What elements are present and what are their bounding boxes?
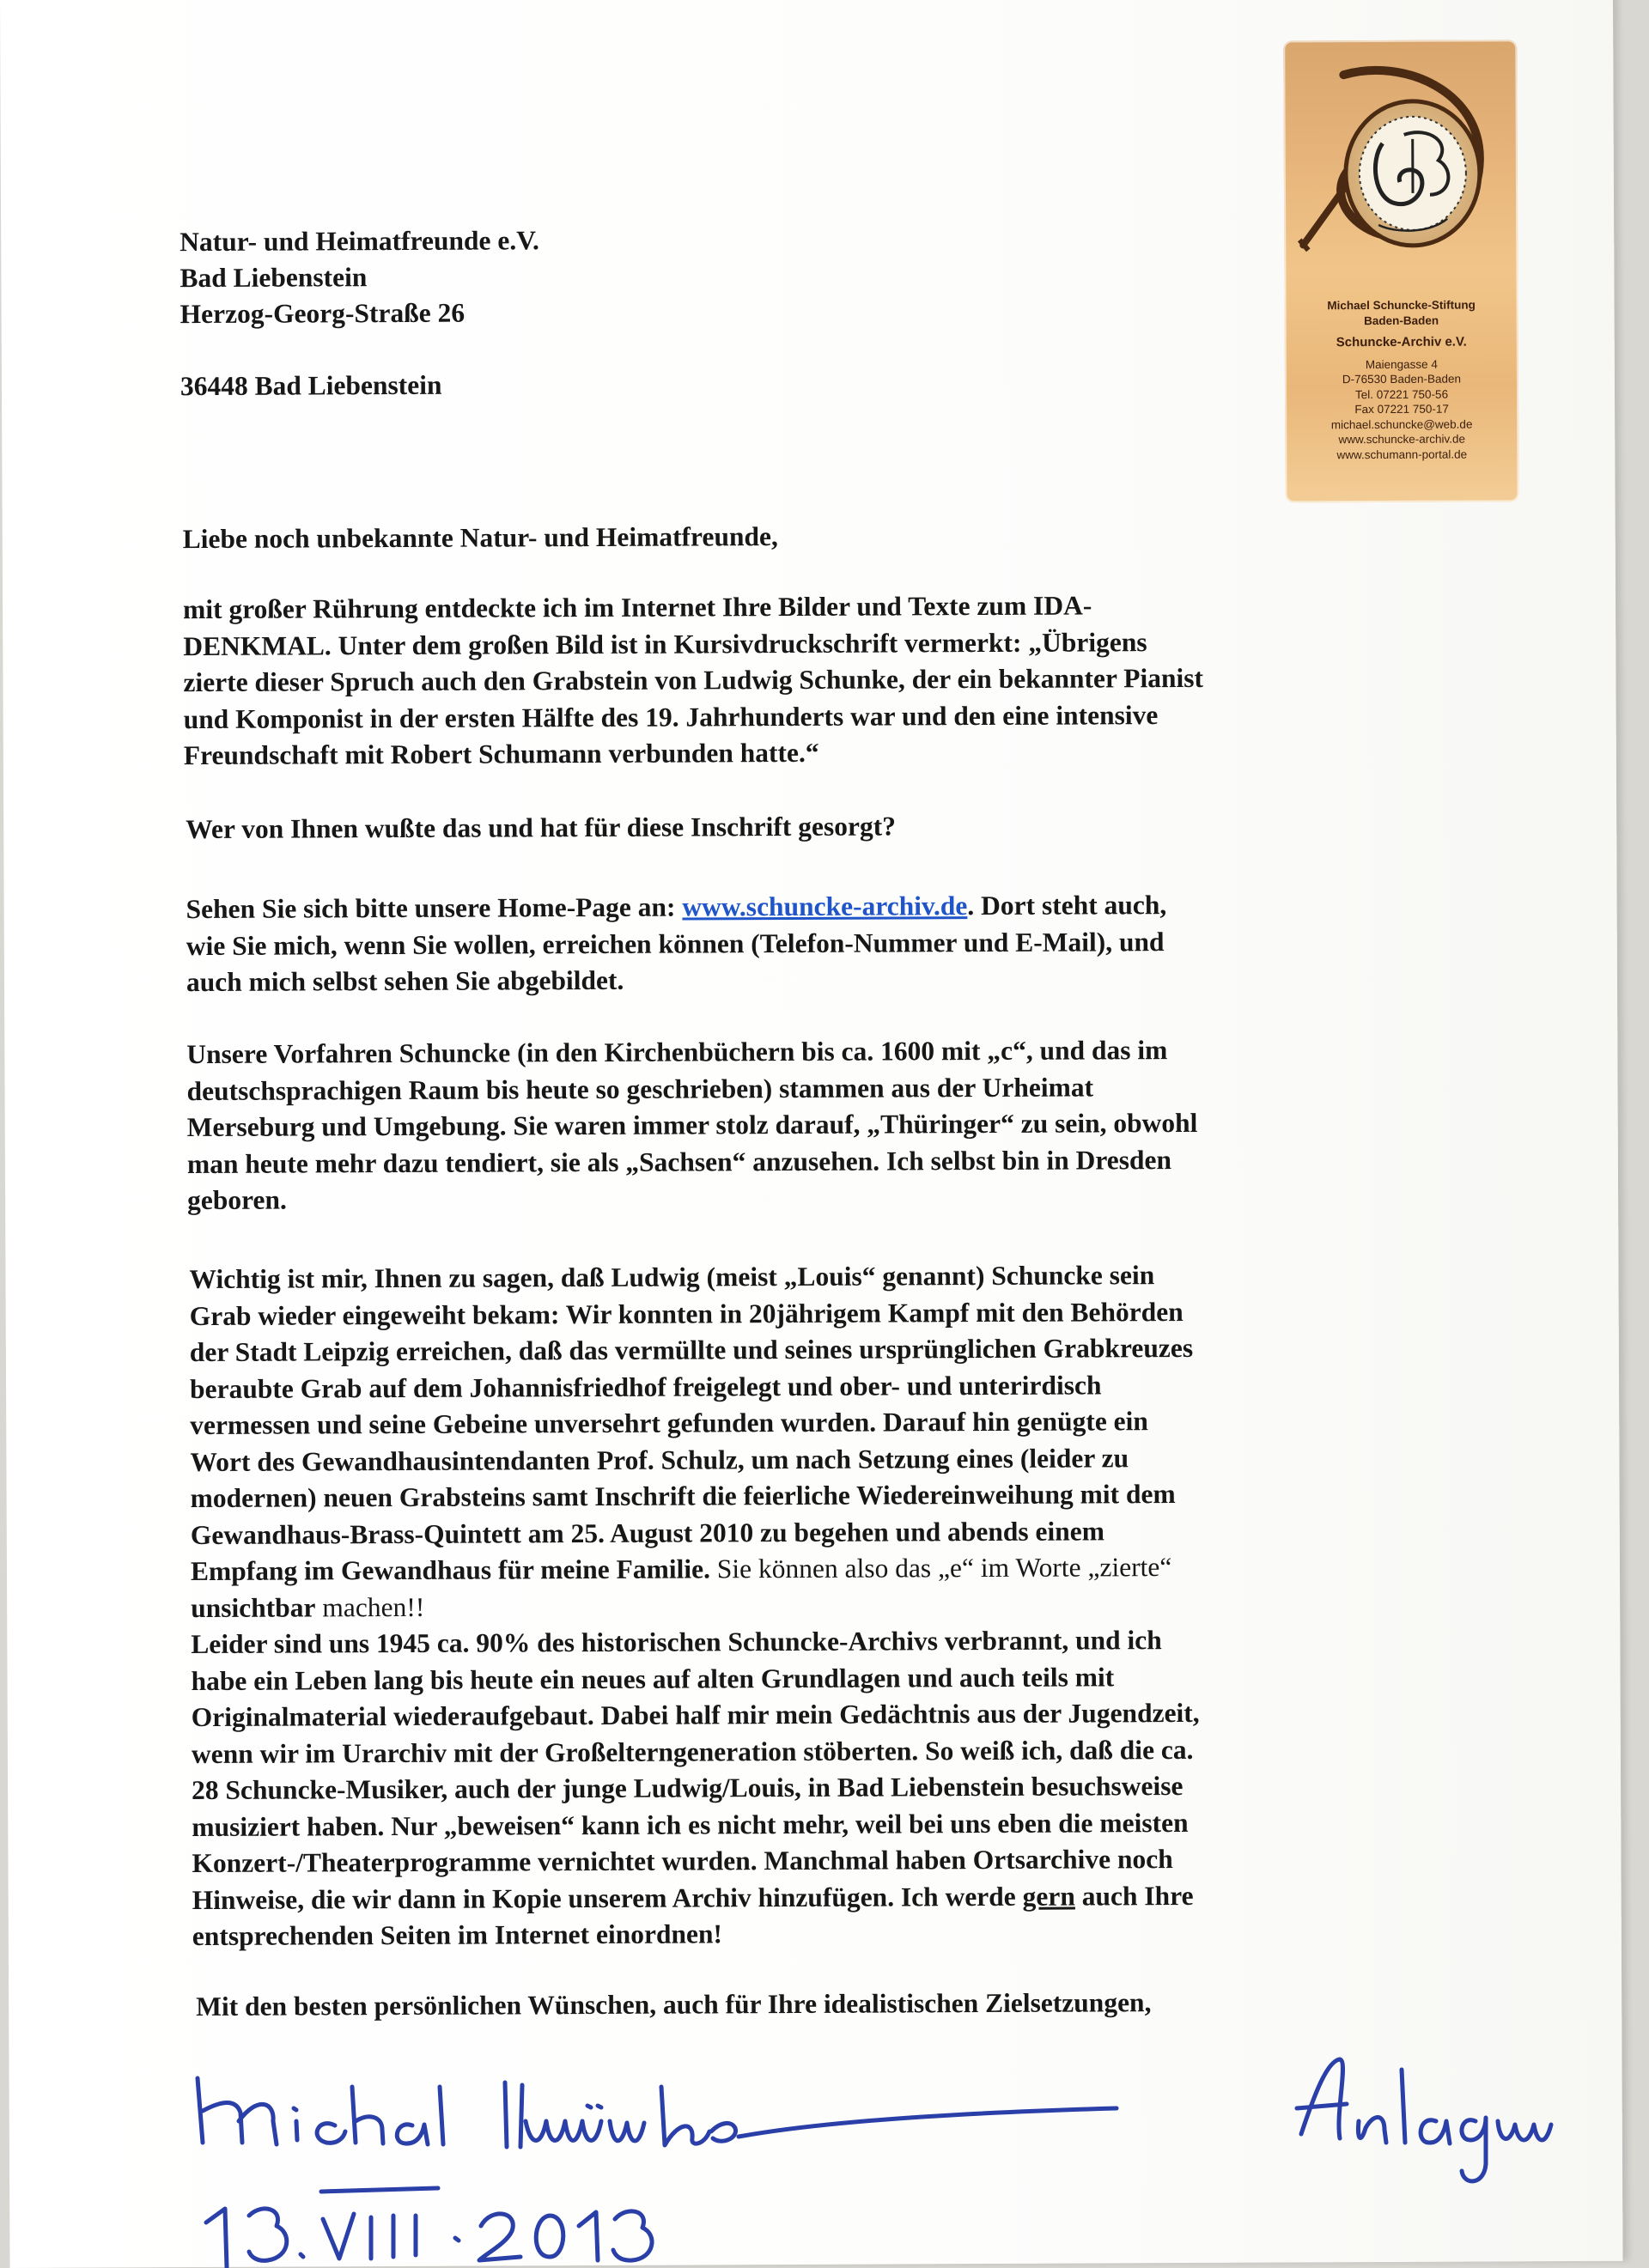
business-card <box>1283 40 1518 502</box>
paragraph-1 <box>183 587 1203 775</box>
text-line <box>186 887 1167 927</box>
text-line: wie Sie mich, wenn Sie wollen, erreichen können (Telefon-Nummer und E-Mail), und <box>186 926 1165 961</box>
closing-line: Mit den besten persönlichen Wünschen, auch für Ihre idealistischen Zielsetzungen, <box>196 1987 1152 2022</box>
card-foundation-city: Baden-Baden <box>1364 313 1439 327</box>
underlined-word: gern <box>1022 1881 1075 1912</box>
text-line: Merseburg und Umgebung. Sie waren immer stolz darauf, „Thüringer“ zu sein, obwohl <box>186 1107 1198 1143</box>
recipient-address <box>180 222 539 404</box>
text-line: der Stadt Leipzig erreichen, daß das vermüllte und seines ursprünglichen Grabkreuzes <box>189 1332 1194 1368</box>
card-email: michael.schuncke@web.de <box>1330 417 1473 431</box>
text-line: Unsere Vorfahren Schuncke (in den Kirchenbüchern bis ca. 1600 mit „c“, und das im <box>186 1035 1168 1070</box>
text-line: mit großer Rührung entdeckte ich im Internet Ihre Bilder und Texte zum IDA- <box>183 590 1092 625</box>
text-line: musiziert haben. Nur „beweisen“ kann ich es nicht mehr, weil bei uns eben die meisten <box>192 1807 1189 1842</box>
card-street: Maiengasse 4 <box>1365 357 1438 371</box>
card-details <box>1293 297 1511 462</box>
text-span-regular: Sie können also das „e“ im Worte „zierte“ <box>709 1552 1172 1584</box>
text-line: deutschsprachigen Raum bis heute so geschrieben) stammen aus der Urheimat <box>186 1071 1094 1106</box>
text-span: Sehen Sie sich bitte unsere Home-Page an: <box>186 891 683 925</box>
text-line <box>191 1585 1199 1627</box>
card-tel: Tel. 07221 750-56 <box>1354 387 1449 401</box>
card-postal: D-76530 Baden-Baden <box>1342 372 1462 386</box>
paragraph-4 <box>186 1032 1198 1219</box>
text-line: auch mich selbst sehen Sie abgebildet. <box>186 964 624 998</box>
text-line: Freundschaft mit Robert Schumann verbunden hatte.“ <box>183 737 819 771</box>
salutation: Liebe noch unbekannte Natur- und Heimatfreunde, <box>182 521 778 555</box>
text-line: entsprechenden Seiten im Internet einordnen! <box>192 1918 723 1952</box>
text-line: man heute mehr dazu tendiert, sie als „Sachsen“ anzusehen. Ich selbst bin in Dresden <box>186 1144 1172 1179</box>
text-line: Leider sind uns 1945 ca. 90% des historischen Schuncke-Archivs verbrannt, und ich <box>191 1625 1162 1660</box>
text-span: Hinweise, die wir dann in Kopie unserem Archiv hinzufügen. Ich werde <box>192 1881 1023 1915</box>
text-line: vermessen und seine Gebeine unversehrt gefunden wurden. Darauf hin genügte ein <box>190 1406 1148 1441</box>
text-line: 28 Schuncke-Musiker, auch der junge Ludwig/Louis, in Bad Liebenstein besuchsweise <box>192 1771 1184 1806</box>
text-line <box>191 1549 1199 1590</box>
paragraph-5 <box>189 1257 1200 1955</box>
text-line <box>192 1877 1201 1918</box>
text-span: auch Ihre <box>1074 1880 1194 1912</box>
card-archive: Schuncke-Archiv e.V. <box>1336 334 1467 350</box>
card-foundation: Michael Schuncke-Stiftung <box>1327 298 1476 313</box>
text-span: . Dort steht auch, <box>967 890 1167 921</box>
recipient-postcode-city: 36448 Bad Liebenstein <box>180 369 442 402</box>
text-span: Empfang im Gewandhaus für meine Familie. <box>190 1554 711 1587</box>
recipient-town: Bad Liebenstein <box>180 262 368 294</box>
text-line: geboren. <box>187 1184 287 1216</box>
text-line: zierte dieser Spruch auch den Grabstein von Ludwig Schunke, der ein bekannter Pianist <box>183 662 1204 698</box>
text-line: habe ein Leben lang bis heute ein neues auf alten Grundlagen und auch teils mit <box>191 1661 1115 1696</box>
text-line: und Komponist in der ersten Hälfte des 19. Jahrhunderts war und den eine intensive <box>183 699 1159 734</box>
card-fax: Fax 07221 750-17 <box>1354 402 1449 417</box>
text-line: Originalmaterial wiederaufgebaut. Dabei half mir mein Gedächtnis aus der Jugendzeit, <box>191 1697 1200 1733</box>
recipient-name: Natur- und Heimatfreunde e.V. <box>180 225 539 258</box>
text-line: beraubte Grab auf dem Johannisfriedhof freigelegt und ober- und unterirdisch <box>189 1369 1102 1404</box>
text-line: wenn wir im Urarchiv mit der Großelterngeneration stöberten. So weiß ich, daß die ca. <box>191 1734 1194 1769</box>
text-line: Konzert-/Theaterprogramme vernichtet wurden. Manchmal haben Ortsarchive noch <box>192 1844 1173 1879</box>
paragraph-2: Wer von Ihnen wußte das und hat für diese Inschrift gesorgt? <box>186 811 896 845</box>
text-line: DENKMAL. Unter dem großen Bild ist in Kursivdruckschrift vermerkt: „Übrigens <box>183 626 1147 661</box>
text-span: unsichtbar <box>191 1591 316 1623</box>
text-line: modernen) neuen Grabsteins samt Inschrift die feierliche Wiedereinweihung mit dem <box>190 1479 1176 1514</box>
text-line: Grab wieder eingeweiht bekam: Wir konnten in 20jährigem Kampf mit den Behörden <box>189 1296 1184 1331</box>
recipient-street: Herzog-Georg-Straße 26 <box>180 297 465 330</box>
card-web-1: www.schuncke-archiv.de <box>1338 432 1466 447</box>
text-span-regular: machen!! <box>315 1591 425 1622</box>
text-line: Wort des Gewandhausintendanten Prof. Schulz, um nach Setzung eines (leider zu <box>190 1442 1129 1477</box>
website-link[interactable]: www.schuncke-archiv.de <box>682 891 968 922</box>
text-line: Gewandhaus-Brass-Quintett am 25. August 2010 zu begehen und abends einem <box>190 1515 1105 1550</box>
card-web-2: www.schumann-portal.de <box>1336 447 1468 461</box>
text-line: Wichtig ist mir, Ihnen zu sagen, daß Ludwig (meist „Louis“ genannt) Schuncke sein <box>189 1260 1155 1295</box>
paragraph-3 <box>186 887 1167 1000</box>
